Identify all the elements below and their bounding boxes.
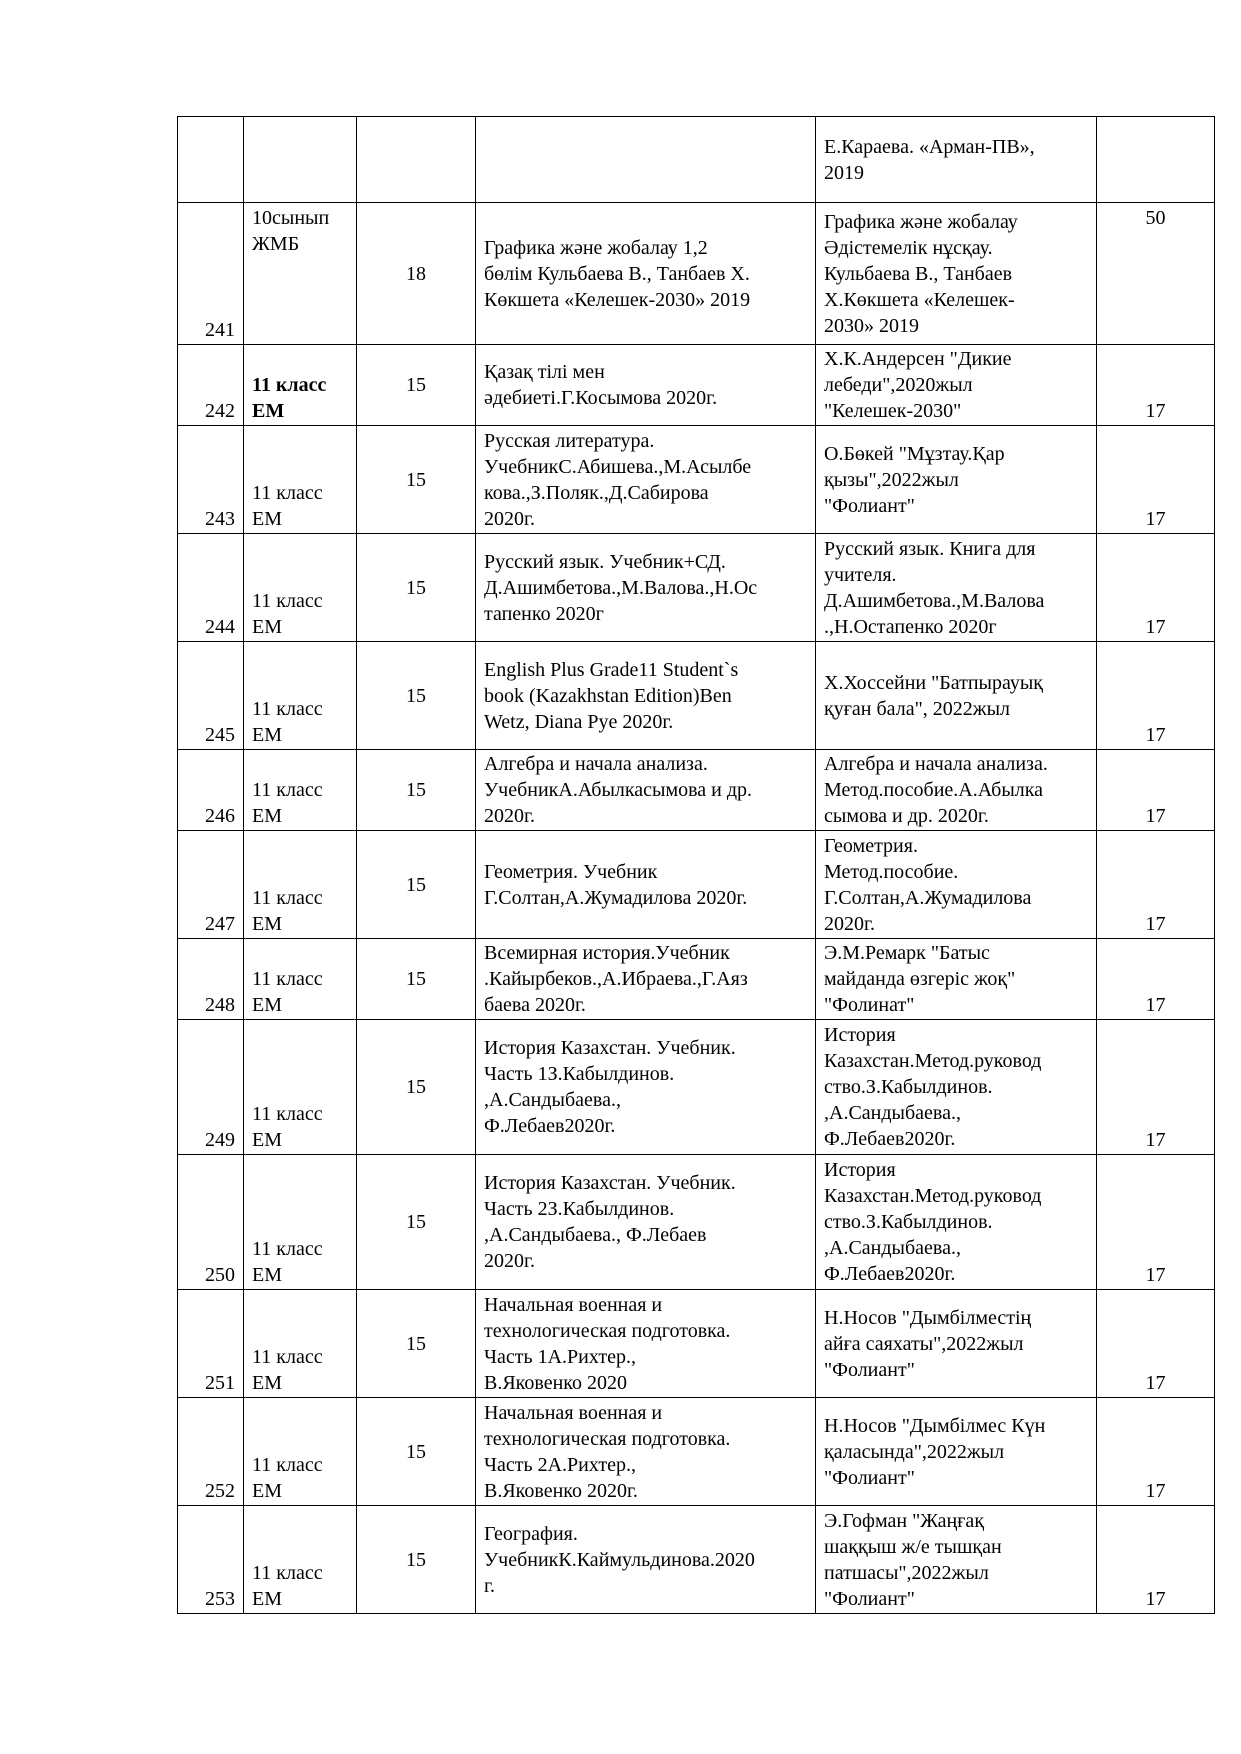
- quantity: 17: [1145, 616, 1166, 638]
- table-row: [178, 1398, 1215, 1506]
- quantity-cell: [1097, 1155, 1215, 1290]
- student-count-cell: [357, 534, 476, 642]
- textbook-cell: [476, 117, 816, 203]
- row-number-cell: [178, 1506, 244, 1614]
- teacher-guide: О.Бөкей "Мұзтау.Қар қызы",2022жыл "Фолиант": [824, 442, 1005, 517]
- student-count: 15: [406, 576, 426, 599]
- textbook-title-cell: [476, 831, 816, 939]
- teacher-guide: Геометрия. Метод.пособие. Г.Солтан,А.Жумадилова 2020г.: [824, 834, 1032, 935]
- class-label: 11 класс ЕМ: [252, 1238, 323, 1286]
- textbook-title-cell: [476, 203, 816, 345]
- student-count-cell: [357, 831, 476, 939]
- teacher-guide-cell: [816, 1398, 1097, 1506]
- table-row: [178, 831, 1215, 939]
- row-number: 241: [205, 319, 235, 341]
- class-label-cell: [244, 1155, 357, 1290]
- qty-cell: [1097, 117, 1215, 203]
- student-count-cell: [357, 1290, 476, 1398]
- textbook-title: История Казахстан. Учебник. Часть 1З.Кабылдинов. ,А.Сандыбаева., Ф.Лебаев2020г.: [484, 1037, 736, 1137]
- textbook-title-cell: [476, 1506, 816, 1614]
- teacher-guide-cell: [816, 750, 1097, 831]
- row-number: 249: [205, 1129, 235, 1151]
- quantity: 17: [1145, 400, 1166, 422]
- quantity: 50: [1145, 207, 1166, 229]
- textbook-title-cell: [476, 534, 816, 642]
- table-row: [178, 1020, 1215, 1155]
- student-count: 15: [406, 968, 426, 990]
- class-cell: [244, 117, 357, 203]
- student-count: 15: [406, 1211, 426, 1233]
- textbook-title: Қазақ тілі мен әдебиеті.Г.Косымова 2020г.: [484, 361, 718, 409]
- student-count-cell: [357, 642, 476, 750]
- guide-text: Е.Караева. «Арман-ПВ», 2019: [824, 135, 1035, 184]
- row-number-cell: [178, 939, 244, 1020]
- num-cell: [178, 117, 244, 203]
- books-table-body: [178, 117, 1215, 1614]
- row-number: 247: [205, 913, 235, 935]
- quantity-cell: [1097, 203, 1215, 345]
- class-label: 11 класс ЕМ: [252, 482, 323, 530]
- row-number: 250: [205, 1264, 235, 1286]
- class-label: 11 класс ЕМ: [252, 779, 323, 827]
- teacher-guide: Х.К.Андерсен "Дикие лебеди",2020жыл "Келешек-2030": [824, 348, 1012, 422]
- teacher-guide: Э.М.Ремарк "Батыс майданда өзгеріс жоқ" "Фолинат": [824, 942, 1016, 1016]
- row-number: 246: [205, 805, 235, 827]
- textbook-title: Русский язык. Учебник+СД. Д.Ашимбетова.,М.Валова.,Н.Ос тапенко 2020г: [484, 550, 758, 625]
- quantity-cell: [1097, 750, 1215, 831]
- quantity-cell: [1097, 642, 1215, 750]
- class-label: 11 класс ЕМ: [252, 698, 323, 746]
- textbook-title: Алгебра и начала анализа. УчебникА.Абылкасымова и др. 2020г.: [484, 753, 753, 827]
- teacher-guide: Н.Носов "Дымбілмес Күн қаласында",2022жыл "Фолиант": [824, 1414, 1046, 1489]
- textbook-title: Графика және жобалау 1,2 бөлім Кульбаева В., Танбаев Х. Көкшета «Келешек-2030» 2019: [484, 236, 751, 311]
- quantity-cell: [1097, 1506, 1215, 1614]
- table-row: [178, 642, 1215, 750]
- table-row: [178, 939, 1215, 1020]
- quantity-cell: [1097, 534, 1215, 642]
- quantity: 17: [1145, 805, 1166, 827]
- student-count-cell: [357, 1398, 476, 1506]
- student-count-cell: [357, 345, 476, 426]
- student-count-cell: [357, 203, 476, 345]
- table-row: [178, 750, 1215, 831]
- class-label-cell: [244, 426, 357, 534]
- textbook-title: Русская литература. УчебникС.Абишева.,М.Асылбе кова.,З.Поляк.,Д.Сабирова 2020г.: [484, 429, 752, 530]
- class-label-cell: [244, 1506, 357, 1614]
- class-label: 11 класс ЕМ: [252, 887, 323, 935]
- class-label-cell: [244, 1290, 357, 1398]
- textbook-title: English Plus Grade11 Student`s book (Kazakhstan Edition)Ben Wetz, Diana Pye 2020г.: [484, 658, 739, 733]
- class-label: 11 класс ЕМ: [252, 968, 323, 1016]
- books-table: [177, 116, 1215, 1614]
- class-label: 11 класс ЕМ: [252, 1454, 323, 1502]
- student-count: 15: [406, 779, 426, 801]
- teacher-guide-cell: [816, 939, 1097, 1020]
- student-count-cell: [357, 939, 476, 1020]
- student-count: 15: [406, 684, 426, 707]
- quantity: 17: [1145, 1129, 1166, 1151]
- row-number: 242: [205, 400, 235, 422]
- row-number-cell: [178, 345, 244, 426]
- row-number-cell: [178, 426, 244, 534]
- quantity: 17: [1145, 1588, 1166, 1610]
- textbook-title: География. УчебникК.Каймульдинова.2020 г.: [484, 1522, 755, 1597]
- textbook-title-cell: [476, 345, 816, 426]
- class-label: 11 класс ЕМ: [252, 374, 327, 422]
- student-count: 18: [406, 262, 426, 285]
- student-count: 15: [406, 873, 426, 896]
- class-label-cell: [244, 939, 357, 1020]
- row-number-cell: [178, 831, 244, 939]
- student-count-cell: [357, 1155, 476, 1290]
- teacher-guide-cell: [816, 534, 1097, 642]
- table-row: [178, 426, 1215, 534]
- textbook-title: Начальная военная и технологическая подготовка. Часть 2А.Рихтер., В.Яковенко 2020г.: [484, 1401, 731, 1502]
- student-count-cell: [357, 1020, 476, 1155]
- textbook-title: Геометрия. Учебник Г.Солтан,А.Жумадилова 2020г.: [484, 860, 748, 909]
- textbook-title-cell: [476, 1290, 816, 1398]
- class-label-cell: [244, 1020, 357, 1155]
- student-count-cell: [357, 750, 476, 831]
- teacher-guide-cell: [816, 1506, 1097, 1614]
- student-count-cell: [357, 1506, 476, 1614]
- textbook-title: История Казахстан. Учебник. Часть 2З.Кабылдинов. ,А.Сандыбаева., Ф.Лебаев 2020г.: [484, 1172, 736, 1272]
- table-row: [178, 1506, 1215, 1614]
- quantity: 17: [1145, 724, 1166, 746]
- teacher-guide: История Казахстан.Метод.руковод ство.З.Кабылдинов. ,А.Сандыбаева., Ф.Лебаев2020г.: [824, 1024, 1042, 1150]
- quantity-cell: [1097, 1398, 1215, 1506]
- textbook-title-cell: [476, 426, 816, 534]
- teacher-guide-cell: [816, 1290, 1097, 1398]
- quantity: 17: [1145, 1480, 1166, 1502]
- student-count: 15: [406, 374, 426, 396]
- quantity-cell: [1097, 939, 1215, 1020]
- teacher-guide: Х.Хоссейни "Батпырауық қуған бала", 2022жыл: [824, 671, 1044, 720]
- class-label-cell: [244, 642, 357, 750]
- quantity: 17: [1145, 1264, 1166, 1286]
- class-label-cell: [244, 345, 357, 426]
- row-number-cell: [178, 642, 244, 750]
- row-number-cell: [178, 1155, 244, 1290]
- teacher-guide: Алгебра и начала анализа. Метод.пособие.А.Абылка сымова и др. 2020г.: [824, 753, 1048, 827]
- teacher-guide-cell: [816, 1020, 1097, 1155]
- class-label-cell: [244, 534, 357, 642]
- row-number-cell: [178, 750, 244, 831]
- class-label: 11 класс ЕМ: [252, 1562, 323, 1610]
- row-number: 251: [205, 1372, 235, 1394]
- teacher-guide: Н.Носов "Дымбілместің айға саяхаты",2022жыл "Фолиант": [824, 1306, 1032, 1381]
- count-cell: [357, 117, 476, 203]
- textbook-title: Начальная военная и технологическая подготовка. Часть 1А.Рихтер., В.Яковенко 2020: [484, 1293, 731, 1394]
- teacher-guide-cell: [816, 831, 1097, 939]
- quantity-cell: [1097, 1020, 1215, 1155]
- table-row-continuation: [178, 117, 1215, 203]
- teacher-guide-cell: [816, 1155, 1097, 1290]
- row-number: 243: [205, 508, 235, 530]
- teacher-guide-cell: [816, 345, 1097, 426]
- student-count-cell: [357, 426, 476, 534]
- textbook-title-cell: [476, 1155, 816, 1290]
- row-number: 248: [205, 994, 235, 1016]
- quantity-cell: [1097, 831, 1215, 939]
- class-label-cell: [244, 831, 357, 939]
- teacher-guide-cell: [816, 203, 1097, 345]
- teacher-guide: История Казахстан.Метод.руковод ство.З.Кабылдинов. ,А.Сандыбаева., Ф.Лебаев2020г.: [824, 1159, 1042, 1285]
- row-number-cell: [178, 1398, 244, 1506]
- quantity-cell: [1097, 345, 1215, 426]
- class-label-cell: [244, 203, 357, 345]
- quantity: 17: [1145, 913, 1166, 935]
- student-count: 15: [406, 1440, 426, 1463]
- student-count: 15: [406, 1332, 426, 1355]
- quantity: 17: [1145, 1372, 1166, 1394]
- student-count: 15: [406, 1076, 426, 1098]
- table-row: [178, 345, 1215, 426]
- textbook-title-cell: [476, 939, 816, 1020]
- class-label: 11 класс ЕМ: [252, 1103, 323, 1151]
- row-number-cell: [178, 534, 244, 642]
- table-row: [178, 1155, 1215, 1290]
- textbook-title-cell: [476, 642, 816, 750]
- row-number: 253: [205, 1588, 235, 1610]
- student-count: 15: [406, 1548, 426, 1571]
- class-label-cell: [244, 750, 357, 831]
- teacher-guide-cell: [816, 426, 1097, 534]
- guide-cell: [816, 117, 1097, 203]
- quantity-cell: [1097, 426, 1215, 534]
- class-label: 11 класс ЕМ: [252, 590, 323, 638]
- table-row: [178, 534, 1215, 642]
- row-number-cell: [178, 203, 244, 345]
- quantity: 17: [1145, 508, 1166, 530]
- teacher-guide-cell: [816, 642, 1097, 750]
- textbook-title-cell: [476, 750, 816, 831]
- quantity: 17: [1145, 994, 1166, 1016]
- table-row: [178, 1290, 1215, 1398]
- class-label: 10сынып ЖМБ: [252, 207, 330, 255]
- table-row: [178, 203, 1215, 345]
- quantity-cell: [1097, 1290, 1215, 1398]
- class-label: 11 класс ЕМ: [252, 1346, 323, 1394]
- teacher-guide: Э.Гофман "Жаңғақ шаққыш ж/е тышқан патшасы",2022жыл "Фолиант": [824, 1509, 1002, 1610]
- textbook-title-cell: [476, 1398, 816, 1506]
- textbook-title-cell: [476, 1020, 816, 1155]
- row-number: 252: [205, 1480, 235, 1502]
- row-number-cell: [178, 1290, 244, 1398]
- textbook-title: Всемирная история.Учебник .Кайырбеков.,А.Ибраева.,Г.Аяз баева 2020г.: [484, 942, 748, 1016]
- row-number: 244: [205, 616, 235, 638]
- class-label-cell: [244, 1398, 357, 1506]
- teacher-guide: Графика және жобалау Әдістемелік нұсқау. Кульбаева В., Танбаев Х.Көкшета «Келешек- 2030» 2019: [824, 210, 1018, 337]
- teacher-guide: Русский язык. Книга для учителя. Д.Ашимбетова.,М.Валова .,Н.Остапенко 2020г: [824, 537, 1045, 638]
- student-count: 15: [406, 468, 426, 491]
- row-number-cell: [178, 1020, 244, 1155]
- row-number: 245: [205, 724, 235, 746]
